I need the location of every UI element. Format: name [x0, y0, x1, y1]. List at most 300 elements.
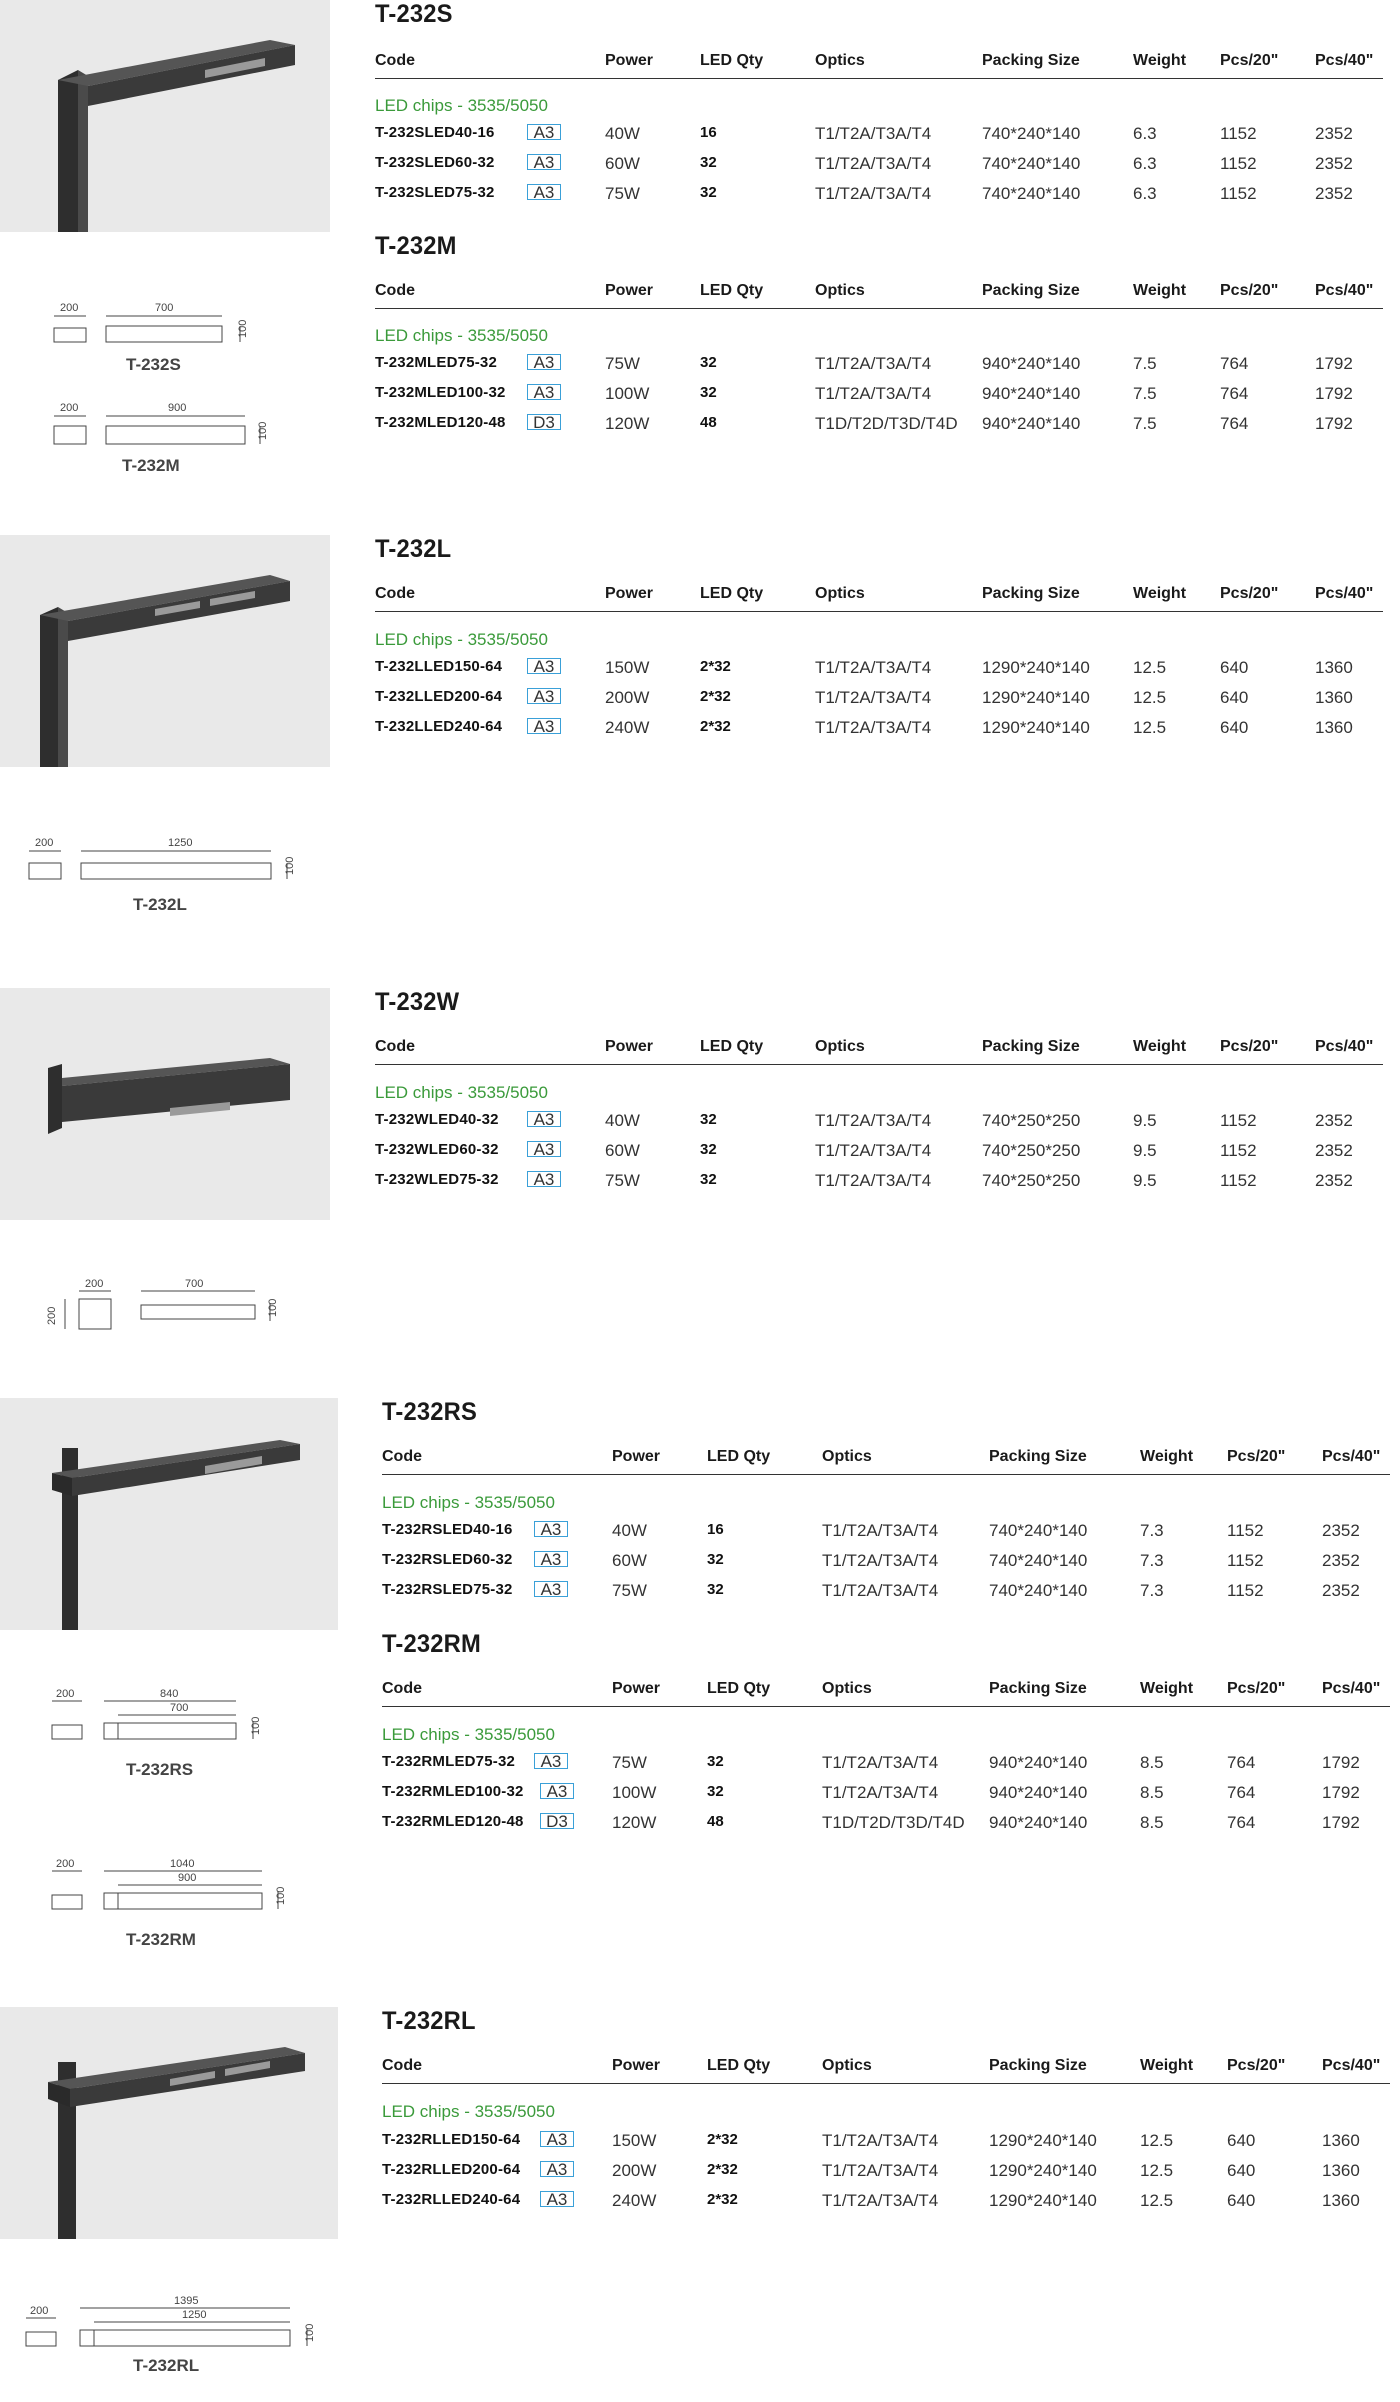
cell-weight: 12.5 — [1133, 688, 1167, 707]
column-header: Packing Size — [989, 1448, 1087, 1465]
cell-pack: 940*240*140 — [982, 414, 1081, 433]
column-header: Optics — [815, 1038, 865, 1055]
column-header: Packing Size — [982, 585, 1080, 602]
product-photo-t232rl — [0, 2007, 338, 2239]
table-row — [382, 1581, 1390, 1607]
cell-code: T-232SLED60-32 — [375, 154, 495, 171]
cell-weight: 6.3 — [1133, 184, 1157, 203]
svg-text:100: 100 — [237, 319, 249, 338]
cell-pack: 1290*240*140 — [989, 2161, 1097, 2180]
cell-code: T-232RSLED40-16 — [382, 1521, 513, 1538]
cell-pack: 1290*240*140 — [982, 658, 1090, 677]
cell-power: 40W — [612, 1521, 647, 1540]
led-chips-note: LED chips - 3535/5050 — [375, 630, 548, 649]
cell-pcs40: 2352 — [1315, 1111, 1353, 1130]
cell-optics: T1/T2A/T3A/T4 — [815, 124, 932, 143]
cell-code: T-232LLED240-64 — [375, 718, 503, 735]
svg-text:840: 840 — [160, 1688, 179, 1700]
column-header: Pcs/20" — [1220, 52, 1279, 69]
table-header — [375, 52, 1383, 79]
cell-power: 60W — [612, 1551, 647, 1570]
optic-badge: A3 — [527, 154, 561, 170]
svg-text:100: 100 — [257, 421, 269, 440]
cell-weight: 9.5 — [1133, 1171, 1157, 1190]
cell-code: T-232MLED120-48 — [375, 414, 506, 431]
column-header: LED Qty — [707, 1680, 771, 1697]
cell-optics: T1/T2A/T3A/T4 — [822, 1783, 939, 1802]
cell-pcs20: 1152 — [1227, 1551, 1264, 1570]
cell-weight: 7.3 — [1140, 1551, 1164, 1570]
svg-text:1250: 1250 — [182, 2309, 207, 2321]
svg-text:200: 200 — [85, 1278, 104, 1290]
column-header: Weight — [1133, 585, 1187, 602]
cell-power: 150W — [612, 2131, 657, 2150]
svg-text:200: 200 — [60, 402, 79, 414]
column-header: Pcs/20" — [1220, 585, 1279, 602]
column-header: Weight — [1133, 282, 1187, 299]
column-header: Pcs/20" — [1220, 1038, 1279, 1055]
column-header: Code — [382, 1448, 422, 1465]
column-header: Weight — [1140, 2057, 1194, 2074]
cell-pack: 740*240*140 — [989, 1521, 1088, 1540]
cell-pcs40: 1360 — [1322, 2161, 1360, 2180]
table-row — [382, 2191, 1390, 2217]
cell-code: T-232RSLED75-32 — [382, 1581, 513, 1598]
cell-qty: 32 — [707, 1783, 724, 1800]
optic-badge: A3 — [534, 1551, 568, 1567]
cell-pack: 740*240*140 — [982, 154, 1081, 173]
table-row — [375, 1171, 1383, 1197]
cell-pack: 740*250*250 — [982, 1171, 1081, 1190]
column-header: Pcs/40" — [1315, 1038, 1374, 1055]
cell-power: 40W — [605, 1111, 640, 1130]
cell-optics: T1/T2A/T3A/T4 — [822, 1551, 939, 1570]
column-header: LED Qty — [700, 1038, 764, 1055]
dimension-drawing-t232s — [50, 298, 270, 343]
column-header: Packing Size — [982, 282, 1080, 299]
led-chips-note: LED chips - 3535/5050 — [375, 1083, 548, 1102]
cell-power: 120W — [605, 414, 650, 433]
cell-code: T-232LLED150-64 — [375, 658, 503, 675]
cell-optics: T1/T2A/T3A/T4 — [815, 1111, 932, 1130]
cell-power: 100W — [605, 384, 650, 403]
cell-code: T-232WLED75-32 — [375, 1171, 499, 1188]
cell-weight: 12.5 — [1140, 2191, 1174, 2210]
drawing-label-t232m: T-232M — [122, 456, 180, 475]
cell-code: T-232RLLED200-64 — [382, 2161, 521, 2178]
svg-text:1250: 1250 — [168, 837, 193, 849]
cell-qty: 32 — [700, 184, 717, 201]
cell-weight: 7.5 — [1133, 414, 1157, 433]
cell-pcs20: 640 — [1220, 688, 1249, 707]
cell-code: T-232MLED100-32 — [375, 384, 506, 401]
column-header: Optics — [815, 52, 865, 69]
cell-qty: 2*32 — [700, 718, 731, 735]
cell-pack: 740*240*140 — [989, 1581, 1088, 1600]
optic-badge: A3 — [527, 354, 561, 370]
cell-pcs20: 1152 — [1220, 1111, 1257, 1130]
column-header: Power — [605, 585, 654, 602]
cell-qty: 48 — [700, 414, 717, 431]
svg-text:200: 200 — [30, 2305, 49, 2317]
column-header: Pcs/40" — [1322, 2057, 1381, 2074]
cell-qty: 32 — [707, 1551, 724, 1568]
led-chips-note: LED chips - 3535/5050 — [375, 326, 548, 345]
cell-code: T-232WLED40-32 — [375, 1111, 499, 1128]
optic-badge: A3 — [527, 1141, 561, 1157]
table-header — [375, 1038, 1383, 1065]
table-row — [382, 2161, 1390, 2187]
cell-pcs20: 640 — [1227, 2161, 1256, 2180]
svg-text:100: 100 — [304, 2323, 316, 2342]
cell-power: 75W — [605, 1171, 640, 1190]
cell-pcs20: 640 — [1227, 2191, 1256, 2210]
cell-pack: 940*240*140 — [989, 1813, 1088, 1832]
column-header: Packing Size — [982, 52, 1080, 69]
cell-power: 75W — [605, 184, 640, 203]
led-chips-note: LED chips - 3535/5050 — [382, 2102, 555, 2121]
cell-power: 75W — [612, 1581, 647, 1600]
table-row — [375, 688, 1383, 714]
cell-pack: 740*250*250 — [982, 1141, 1081, 1160]
cell-code: T-232SLED40-16 — [375, 124, 495, 141]
cell-pcs40: 1360 — [1315, 658, 1353, 677]
cell-weight: 12.5 — [1133, 658, 1167, 677]
cell-qty: 32 — [700, 1141, 717, 1158]
model-title: T-232M — [375, 232, 457, 260]
spec-table — [375, 282, 1383, 309]
optic-badge: D3 — [527, 414, 561, 430]
cell-code: T-232RMLED100-32 — [382, 1783, 524, 1800]
svg-text:100: 100 — [284, 856, 296, 875]
product-photo-t232l — [0, 535, 330, 767]
cell-optics: T1/T2A/T3A/T4 — [815, 658, 932, 677]
table-row — [375, 354, 1383, 380]
column-header: LED Qty — [700, 282, 764, 299]
spec-table — [382, 1680, 1390, 1707]
table-header — [382, 1448, 1390, 1475]
column-header: Pcs/20" — [1227, 2057, 1286, 2074]
cell-qty: 32 — [707, 1581, 724, 1598]
optic-badge: A3 — [527, 658, 561, 674]
dimension-drawing-t232rs — [48, 1685, 278, 1745]
cell-code: T-232RSLED60-32 — [382, 1551, 513, 1568]
cell-optics: T1/T2A/T3A/T4 — [815, 184, 932, 203]
svg-text:100: 100 — [250, 1716, 262, 1735]
cell-pcs20: 764 — [1227, 1813, 1256, 1832]
model-title: T-232RL — [382, 2007, 476, 2035]
column-header: Pcs/40" — [1315, 52, 1374, 69]
table-row — [382, 1813, 1390, 1839]
optic-badge: A3 — [527, 1171, 561, 1187]
cell-code: T-232RMLED75-32 — [382, 1753, 516, 1770]
cell-pcs40: 1360 — [1315, 718, 1353, 737]
cell-qty: 2*32 — [707, 2191, 738, 2208]
column-header: LED Qty — [707, 1448, 771, 1465]
cell-weight: 7.5 — [1133, 384, 1157, 403]
cell-qty: 16 — [707, 1521, 724, 1538]
table-row — [382, 1783, 1390, 1809]
column-header: Packing Size — [989, 1680, 1087, 1697]
led-chips-note: LED chips - 3535/5050 — [382, 1493, 555, 1512]
cell-pack: 1290*240*140 — [989, 2131, 1097, 2150]
drawing-label-t232l: T-232L — [133, 895, 187, 914]
cell-weight: 7.3 — [1140, 1581, 1164, 1600]
column-header: LED Qty — [707, 2057, 771, 2074]
column-header: Power — [605, 52, 654, 69]
cell-code: T-232MLED75-32 — [375, 354, 498, 371]
cell-pcs40: 1792 — [1322, 1783, 1360, 1802]
cell-pcs20: 764 — [1220, 354, 1249, 373]
cell-weight: 8.5 — [1140, 1813, 1164, 1832]
spec-table — [382, 2057, 1390, 2084]
model-title: T-232RM — [382, 1630, 482, 1658]
model-title: T-232L — [375, 535, 452, 563]
column-header: Power — [612, 1448, 661, 1465]
optic-badge: A3 — [527, 718, 561, 734]
svg-text:200: 200 — [46, 1306, 58, 1325]
cell-pcs40: 1792 — [1315, 354, 1353, 373]
cell-qty: 32 — [700, 154, 717, 171]
column-header: LED Qty — [700, 585, 764, 602]
column-header: Weight — [1140, 1448, 1194, 1465]
cell-optics: T1/T2A/T3A/T4 — [815, 384, 932, 403]
cell-pack: 740*250*250 — [982, 1111, 1081, 1130]
cell-pcs20: 1152 — [1220, 124, 1257, 143]
column-header: Power — [605, 1038, 654, 1055]
optic-badge: A3 — [540, 1783, 574, 1799]
cell-pcs20: 764 — [1220, 414, 1249, 433]
cell-pcs20: 640 — [1227, 2131, 1256, 2150]
cell-pcs20: 1152 — [1220, 154, 1257, 173]
column-header: Code — [375, 585, 415, 602]
optic-badge: A3 — [527, 124, 561, 140]
cell-qty: 2*32 — [707, 2131, 738, 2148]
cell-pack: 1290*240*140 — [982, 718, 1090, 737]
cell-optics: T1/T2A/T3A/T4 — [815, 154, 932, 173]
cell-power: 200W — [612, 2161, 657, 2180]
svg-text:200: 200 — [35, 837, 54, 849]
cell-pcs40: 1360 — [1322, 2131, 1360, 2150]
column-header: Pcs/20" — [1227, 1680, 1286, 1697]
table-header — [382, 1680, 1390, 1707]
column-header: Power — [612, 2057, 661, 2074]
table-row — [375, 184, 1383, 210]
dimension-drawing-t232rm — [48, 1855, 298, 1915]
column-header: Pcs/40" — [1315, 585, 1374, 602]
optic-badge: A3 — [534, 1753, 568, 1769]
cell-power: 100W — [612, 1783, 657, 1802]
cell-pcs20: 1152 — [1227, 1521, 1264, 1540]
column-header: Code — [382, 1680, 422, 1697]
table-row — [375, 658, 1383, 684]
cell-pcs20: 1152 — [1227, 1581, 1264, 1600]
cell-pcs20: 640 — [1220, 658, 1249, 677]
cell-optics: T1/T2A/T3A/T4 — [822, 2191, 939, 2210]
cell-optics: T1D/T2D/T3D/T4D — [822, 1813, 965, 1832]
cell-pcs40: 1360 — [1315, 688, 1353, 707]
svg-text:700: 700 — [185, 1278, 204, 1290]
cell-optics: T1/T2A/T3A/T4 — [815, 688, 932, 707]
cell-optics: T1/T2A/T3A/T4 — [815, 718, 932, 737]
cell-qty: 32 — [700, 1111, 717, 1128]
cell-weight: 9.5 — [1133, 1111, 1157, 1130]
cell-qty: 2*32 — [707, 2161, 738, 2178]
table-row — [375, 718, 1383, 744]
optic-badge: A3 — [527, 688, 561, 704]
cell-weight: 9.5 — [1133, 1141, 1157, 1160]
svg-text:700: 700 — [170, 1702, 189, 1714]
cell-code: T-232LLED200-64 — [375, 688, 503, 705]
cell-optics: T1/T2A/T3A/T4 — [822, 1521, 939, 1540]
cell-power: 200W — [605, 688, 650, 707]
optic-badge: A3 — [534, 1521, 568, 1537]
cell-weight: 6.3 — [1133, 154, 1157, 173]
cell-optics: T1D/T2D/T3D/T4D — [815, 414, 958, 433]
dimension-drawing-t232l — [25, 833, 305, 883]
cell-qty: 32 — [700, 384, 717, 401]
dimension-drawing-t232m — [50, 398, 280, 448]
column-header: Pcs/40" — [1322, 1680, 1381, 1697]
product-photo-t232w — [0, 988, 330, 1220]
cell-pcs20: 764 — [1227, 1753, 1256, 1772]
cell-weight: 7.5 — [1133, 354, 1157, 373]
column-header: Code — [375, 52, 415, 69]
cell-pack: 940*240*140 — [982, 354, 1081, 373]
svg-text:1040: 1040 — [170, 1858, 195, 1870]
table-header — [382, 2057, 1390, 2084]
column-header: Code — [382, 2057, 422, 2074]
cell-pcs40: 2352 — [1315, 154, 1353, 173]
table-row — [375, 124, 1383, 150]
cell-weight: 12.5 — [1140, 2161, 1174, 2180]
cell-power: 60W — [605, 154, 640, 173]
cell-pack: 740*240*140 — [989, 1551, 1088, 1570]
spec-table — [375, 1038, 1383, 1065]
cell-power: 150W — [605, 658, 650, 677]
drawing-label-t232s: T-232S — [126, 355, 181, 374]
cell-pack: 1290*240*140 — [982, 688, 1090, 707]
cell-pack: 1290*240*140 — [989, 2191, 1097, 2210]
cell-optics: T1/T2A/T3A/T4 — [822, 1753, 939, 1772]
column-header: Optics — [822, 1680, 872, 1697]
cell-pack: 940*240*140 — [989, 1753, 1088, 1772]
svg-text:200: 200 — [56, 1688, 75, 1700]
cell-pcs40: 1792 — [1322, 1753, 1360, 1772]
optic-badge: A3 — [540, 2161, 574, 2177]
cell-pack: 740*240*140 — [982, 124, 1081, 143]
cell-power: 240W — [612, 2191, 657, 2210]
spec-table — [375, 52, 1383, 79]
column-header: Power — [605, 282, 654, 299]
model-title: T-232W — [375, 988, 460, 1016]
cell-optics: T1/T2A/T3A/T4 — [815, 1141, 932, 1160]
cell-pack: 740*240*140 — [982, 184, 1081, 203]
cell-pcs40: 1792 — [1322, 1813, 1360, 1832]
dim-text: 200 — [60, 302, 79, 314]
cell-pcs20: 764 — [1227, 1783, 1256, 1802]
cell-power: 75W — [605, 354, 640, 373]
table-header — [375, 585, 1383, 612]
svg-text:900: 900 — [178, 1872, 197, 1884]
cell-pcs20: 1152 — [1220, 1141, 1257, 1160]
cell-qty: 2*32 — [700, 688, 731, 705]
cell-qty: 2*32 — [700, 658, 731, 675]
cell-qty: 32 — [700, 354, 717, 371]
svg-text:900: 900 — [168, 402, 187, 414]
svg-text:1395: 1395 — [174, 2295, 199, 2307]
svg-text:200: 200 — [56, 1858, 75, 1870]
cell-pcs40: 2352 — [1322, 1581, 1360, 1600]
cell-optics: T1/T2A/T3A/T4 — [822, 1581, 939, 1600]
dimension-drawing-t232rl — [22, 2292, 322, 2352]
table-row — [375, 154, 1383, 180]
table-row — [382, 2131, 1390, 2157]
column-header: Code — [375, 1038, 415, 1055]
cell-qty: 32 — [707, 1753, 724, 1770]
cell-pcs40: 1792 — [1315, 414, 1353, 433]
optic-badge: A3 — [527, 384, 561, 400]
column-header: Weight — [1133, 1038, 1187, 1055]
cell-code: T-232SLED75-32 — [375, 184, 495, 201]
cell-power: 240W — [605, 718, 650, 737]
column-header: Weight — [1140, 1680, 1194, 1697]
spec-table — [375, 585, 1383, 612]
led-chips-note: LED chips - 3535/5050 — [382, 1725, 555, 1744]
optic-badge: A3 — [527, 1111, 561, 1127]
cell-optics: T1/T2A/T3A/T4 — [815, 354, 932, 373]
dimension-drawing-t232w — [45, 1275, 285, 1335]
svg-text:100: 100 — [267, 1298, 279, 1317]
cell-weight: 6.3 — [1133, 124, 1157, 143]
cell-qty: 16 — [700, 124, 717, 141]
column-header: Code — [375, 282, 415, 299]
optic-badge: A3 — [540, 2131, 574, 2147]
cell-pcs40: 2352 — [1315, 1171, 1353, 1190]
table-row — [382, 1521, 1390, 1547]
optic-badge: A3 — [534, 1581, 568, 1597]
optic-badge: A3 — [527, 184, 561, 200]
cell-power: 120W — [612, 1813, 657, 1832]
table-row — [382, 1551, 1390, 1577]
cell-weight: 12.5 — [1140, 2131, 1174, 2150]
column-header: Packing Size — [982, 1038, 1080, 1055]
column-header: Optics — [822, 1448, 872, 1465]
column-header: Packing Size — [989, 2057, 1087, 2074]
column-header: Power — [612, 1680, 661, 1697]
column-header: Weight — [1133, 52, 1187, 69]
table-row — [375, 1141, 1383, 1167]
cell-pcs40: 2352 — [1315, 184, 1353, 203]
model-title: T-232S — [375, 0, 453, 28]
product-photo-t232s — [0, 0, 330, 232]
model-title: T-232RS — [382, 1398, 478, 1426]
cell-pcs40: 2352 — [1322, 1521, 1360, 1540]
cell-power: 60W — [605, 1141, 640, 1160]
svg-text:100: 100 — [275, 1886, 287, 1905]
cell-pcs40: 2352 — [1322, 1551, 1360, 1570]
cell-optics: T1/T2A/T3A/T4 — [822, 2131, 939, 2150]
optic-badge: D3 — [540, 1813, 574, 1829]
column-header: Pcs/20" — [1227, 1448, 1286, 1465]
cell-code: T-232WLED60-32 — [375, 1141, 499, 1158]
table-header — [375, 282, 1383, 309]
cell-pcs20: 1152 — [1220, 1171, 1257, 1190]
table-row — [375, 1111, 1383, 1137]
column-header: Pcs/40" — [1315, 282, 1374, 299]
column-header: Pcs/20" — [1220, 282, 1279, 299]
column-header: Optics — [822, 2057, 872, 2074]
